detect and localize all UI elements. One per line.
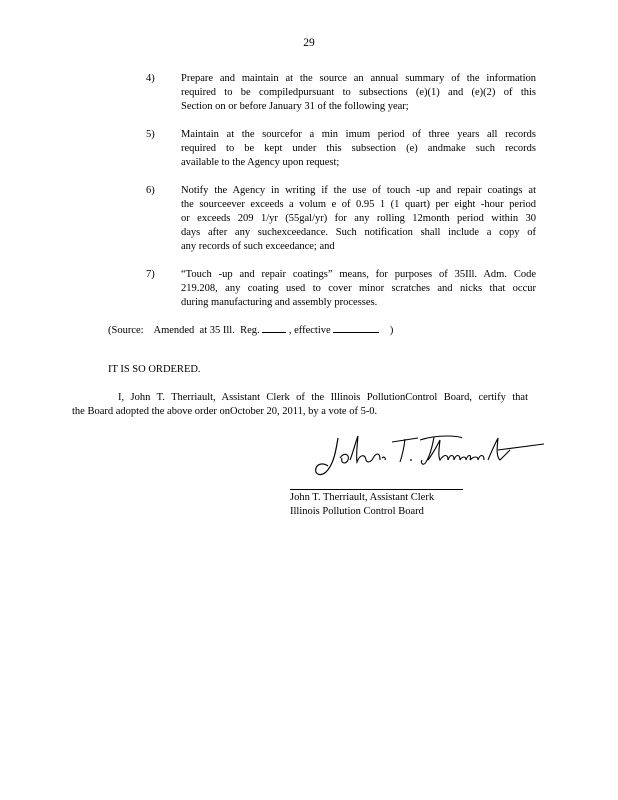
subsection-line: Maintain at the sourcefor a min imum period of three years all records <box>181 129 536 140</box>
handwritten-signature <box>310 430 550 480</box>
subsection-line: required to be kept under this subsection (e) andmake such records <box>181 143 536 154</box>
source-note-middle: , effective <box>288 325 331 336</box>
signatory-organization: Illinois Pollution Control Board <box>290 506 424 517</box>
register-blank <box>262 323 286 333</box>
certification-line-2: the Board adopted the above order onOctober 20, 2011, by a vote of 5-0. <box>72 406 378 417</box>
subsection-text <box>181 184 536 254</box>
subsection-line: the sourceever exceeds a volum e of 0.95 1 (1 quart) per eight -hour period <box>181 199 536 210</box>
subsection-text <box>181 72 536 114</box>
subsection-line: days after any suchexceedance. Such notification shall include a copy of <box>181 227 536 238</box>
source-note-suffix: ) <box>389 325 394 336</box>
source-note <box>108 323 393 338</box>
subsection-line: 219.208, any coating used to cover minor scratches and nicks that occur <box>181 283 536 294</box>
source-note-prefix: (Source: Amended at 35 Ill. Reg. <box>108 325 260 336</box>
subsection-line: or exceeds 209 1/yr (55gal/yr) for any rolling 12month period within 30 <box>181 213 536 224</box>
order-statement: IT IS SO ORDERED. <box>108 364 201 375</box>
effective-date-blank <box>333 323 379 333</box>
subsection-number: 7) <box>146 269 155 280</box>
page-number: 29 <box>303 37 315 49</box>
subsection-text <box>181 268 536 310</box>
subsection-line: Prepare and maintain at the source an annual summary of the information <box>181 73 536 84</box>
subsection-line: during manufacturing and assembly processes. <box>181 297 378 308</box>
subsection-number: 4) <box>146 73 155 84</box>
subsection-line: Notify the Agency in writing if the use of touch -up and repair coatings at <box>181 185 536 196</box>
certification-line-1: I, John T. Therriault, Assistant Clerk of the Illinois PollutionControl Board, certify that <box>118 392 528 403</box>
subsection-number: 5) <box>146 129 155 140</box>
signatory-name: John T. Therriault, Assistant Clerk <box>290 492 435 503</box>
subsection-text <box>181 128 536 170</box>
signature-line <box>290 489 463 490</box>
subsection-line: any records of such exceedance; and <box>181 241 335 252</box>
subsection-number: 6) <box>146 185 155 196</box>
subsection-line: Section on or before January 31 of the following year; <box>181 101 409 112</box>
subsection-line: available to the Agency upon request; <box>181 157 340 168</box>
subsection-line: “Touch -up and repair coatings” means, for purposes of 35Ill. Adm. Code <box>181 269 536 280</box>
subsection-line: required to be compiledpursuant to subsections (e)(1) and (e)(2) of this <box>181 87 536 98</box>
